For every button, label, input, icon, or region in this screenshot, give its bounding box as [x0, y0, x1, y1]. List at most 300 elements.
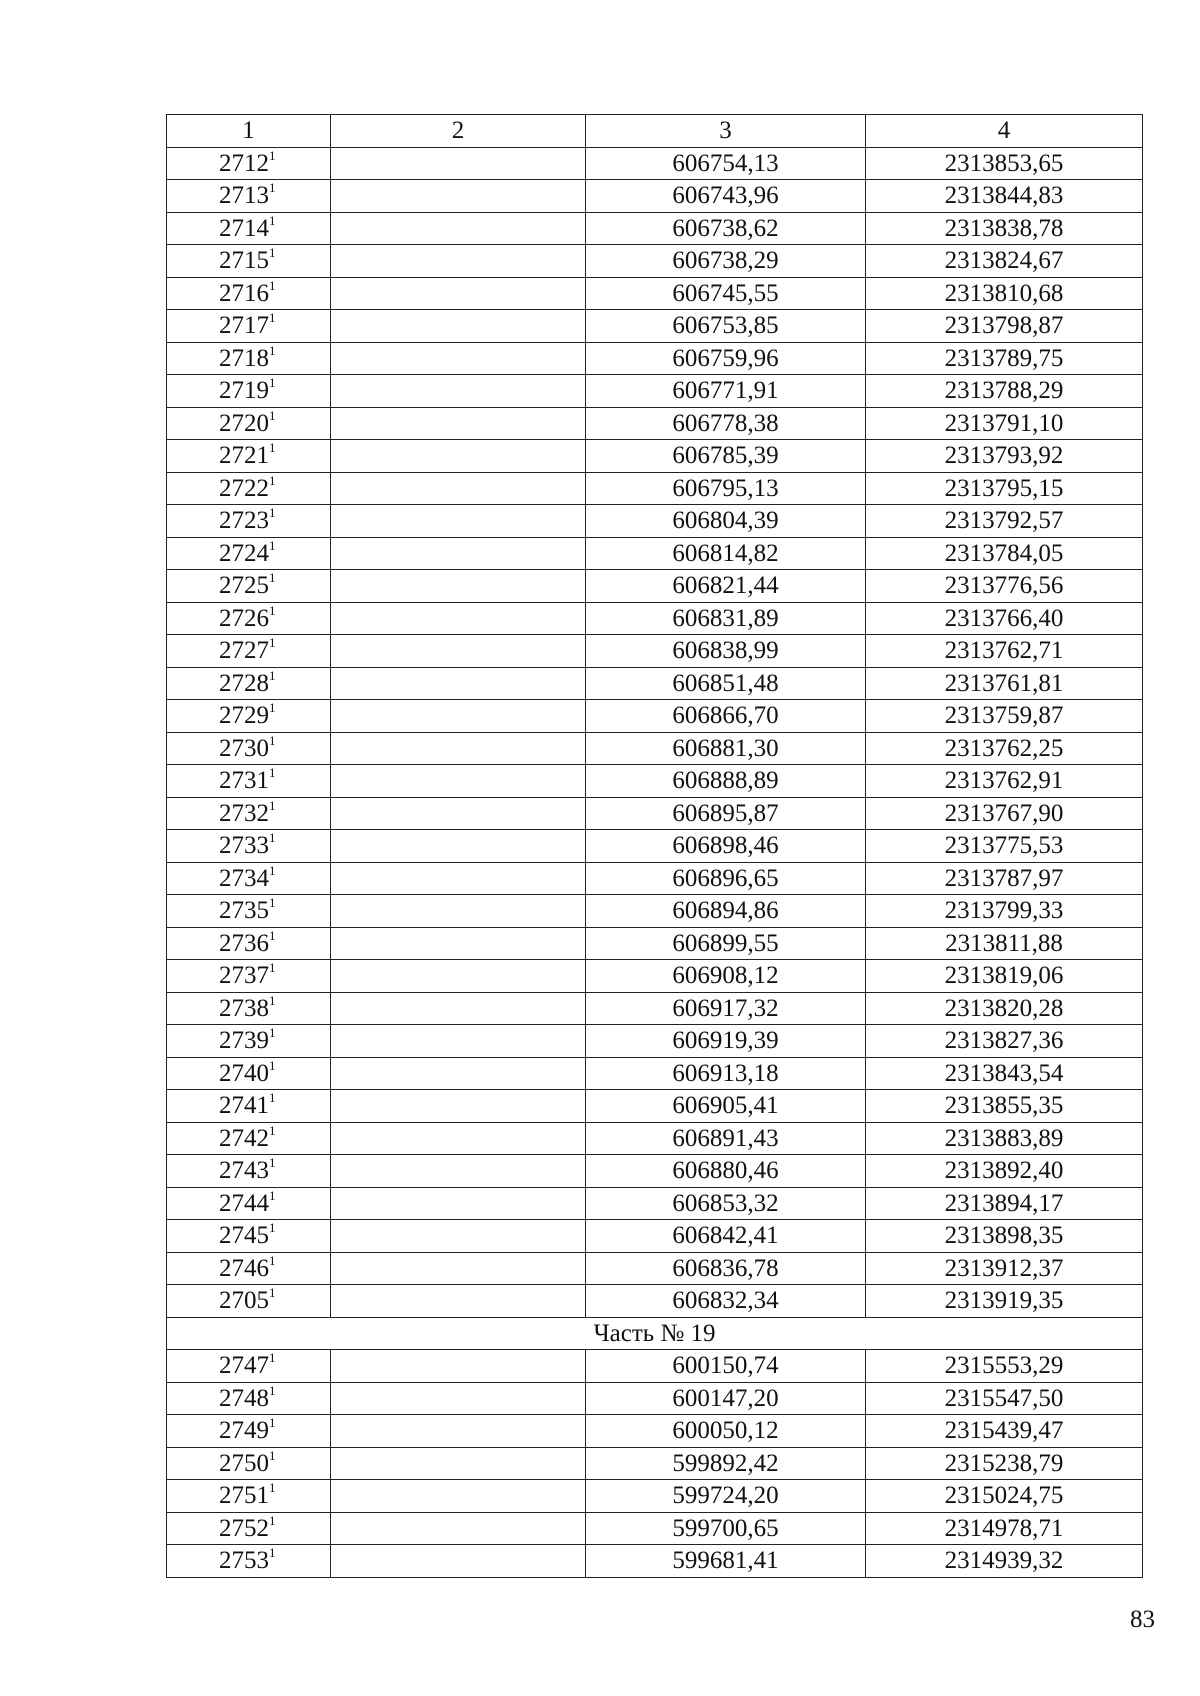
header-cell-4: 4: [866, 115, 1143, 148]
point-number: 2722: [219, 474, 269, 502]
x-coordinate-cell: 606888,89: [586, 765, 866, 798]
column-2-cell: [331, 570, 586, 603]
point-superscript: 1: [269, 407, 276, 423]
column-2-cell: [331, 472, 586, 505]
table-row: [167, 895, 1143, 928]
point-number: 2728: [219, 669, 269, 697]
point-number: 2745: [219, 1222, 269, 1250]
point-number: 2747: [219, 1352, 269, 1380]
point-number: 2715: [219, 247, 269, 275]
table-row: [167, 1187, 1143, 1220]
point-number-cell: [167, 1545, 331, 1578]
point-number: 2725: [219, 572, 269, 600]
table-row: [167, 245, 1143, 278]
page-number: 83: [1130, 1606, 1155, 1633]
point-superscript: 1: [269, 895, 276, 911]
point-superscript: 1: [269, 180, 276, 196]
point-number-cell: [167, 1285, 331, 1318]
table-row: [167, 440, 1143, 473]
column-2-cell: [331, 407, 586, 440]
point-number-cell: [167, 147, 331, 180]
x-coordinate-cell: 606753,85: [586, 310, 866, 343]
point-number: 2750: [219, 1449, 269, 1477]
x-coordinate-cell: 600050,12: [586, 1415, 866, 1448]
point-superscript: 1: [269, 1382, 276, 1398]
point-number-cell: [167, 375, 331, 408]
point-number: 2732: [219, 799, 269, 827]
point-number: 2736: [219, 929, 269, 957]
point-superscript: 1: [269, 505, 276, 521]
column-2-cell: [331, 147, 586, 180]
column-2-cell: [331, 1187, 586, 1220]
y-coordinate-cell: 2313762,91: [866, 765, 1143, 798]
point-superscript: 1: [269, 342, 276, 358]
point-number-cell: [167, 1252, 331, 1285]
column-2-cell: [331, 1155, 586, 1188]
header-cell-1: 1: [167, 115, 331, 148]
point-number-cell: [167, 440, 331, 473]
y-coordinate-cell: 2313761,81: [866, 667, 1143, 700]
table-row: [167, 1057, 1143, 1090]
point-superscript: 1: [269, 1090, 276, 1106]
table-header-row: [167, 115, 1143, 148]
table-row: [167, 797, 1143, 830]
table-row: [167, 342, 1143, 375]
table-row: [167, 277, 1143, 310]
point-number-cell: [167, 537, 331, 570]
y-coordinate-cell: 2313762,25: [866, 732, 1143, 765]
y-coordinate-cell: 2313892,40: [866, 1155, 1143, 1188]
point-number-cell: [167, 1350, 331, 1383]
x-coordinate-cell: 606917,32: [586, 992, 866, 1025]
point-number: 2748: [219, 1384, 269, 1412]
table-row: [167, 1350, 1143, 1383]
column-2-cell: [331, 1025, 586, 1058]
table-row: [167, 700, 1143, 733]
column-2-cell: [331, 245, 586, 278]
x-coordinate-cell: 606842,41: [586, 1220, 866, 1253]
point-number-cell: [167, 1187, 331, 1220]
y-coordinate-cell: 2313838,78: [866, 212, 1143, 245]
point-number: 2739: [219, 1027, 269, 1055]
table-row: [167, 505, 1143, 538]
point-number-cell: [167, 862, 331, 895]
table-row: [167, 212, 1143, 245]
table-row: [167, 1545, 1143, 1578]
column-2-cell: [331, 1220, 586, 1253]
point-number: 2733: [219, 832, 269, 860]
y-coordinate-cell: 2315547,50: [866, 1382, 1143, 1415]
column-2-cell: [331, 1285, 586, 1318]
point-number: 2751: [219, 1482, 269, 1510]
table-row: [167, 147, 1143, 180]
point-superscript: 1: [269, 1252, 276, 1268]
x-coordinate-cell: 606880,46: [586, 1155, 866, 1188]
point-number-cell: [167, 1480, 331, 1513]
table-row: [167, 375, 1143, 408]
point-superscript: 1: [269, 472, 276, 488]
point-number-cell: [167, 310, 331, 343]
x-coordinate-cell: 600147,20: [586, 1382, 866, 1415]
table-row: [167, 472, 1143, 505]
point-superscript: 1: [269, 992, 276, 1008]
point-number: 2717: [219, 312, 269, 340]
point-number: 2741: [219, 1092, 269, 1120]
point-superscript: 1: [269, 1025, 276, 1041]
table-row: [167, 1220, 1143, 1253]
point-number-cell: [167, 1220, 331, 1253]
point-number: 2705: [219, 1287, 269, 1315]
column-2-cell: [331, 1447, 586, 1480]
column-2-cell: [331, 212, 586, 245]
point-number: 2720: [219, 409, 269, 437]
point-number-cell: [167, 700, 331, 733]
coordinates-table: [166, 114, 1143, 1578]
column-2-cell: [331, 1350, 586, 1383]
y-coordinate-cell: 2313811,88: [866, 927, 1143, 960]
y-coordinate-cell: 2313776,56: [866, 570, 1143, 603]
point-number: 2734: [219, 864, 269, 892]
x-coordinate-cell: 606908,12: [586, 960, 866, 993]
x-coordinate-cell: 606795,13: [586, 472, 866, 505]
y-coordinate-cell: 2313789,75: [866, 342, 1143, 375]
table-row: [167, 635, 1143, 668]
point-superscript: 1: [269, 537, 276, 553]
x-coordinate-cell: 606853,32: [586, 1187, 866, 1220]
x-coordinate-cell: 606814,82: [586, 537, 866, 570]
x-coordinate-cell: 606899,55: [586, 927, 866, 960]
table-row: [167, 1415, 1143, 1448]
point-number: 2712: [219, 149, 269, 177]
point-superscript: 1: [269, 830, 276, 846]
table-row: [167, 537, 1143, 570]
point-number-cell: [167, 1025, 331, 1058]
table-row: [167, 1155, 1143, 1188]
column-2-cell: [331, 1415, 586, 1448]
x-coordinate-cell: 606898,46: [586, 830, 866, 863]
point-number: 2724: [219, 539, 269, 567]
y-coordinate-cell: 2313843,54: [866, 1057, 1143, 1090]
table-row: [167, 310, 1143, 343]
column-2-cell: [331, 797, 586, 830]
point-number: 2714: [219, 214, 269, 242]
column-2-cell: [331, 700, 586, 733]
point-number-cell: [167, 1057, 331, 1090]
table-row: [167, 765, 1143, 798]
y-coordinate-cell: 2315553,29: [866, 1350, 1143, 1383]
x-coordinate-cell: 599700,65: [586, 1512, 866, 1545]
point-number-cell: [167, 1447, 331, 1480]
y-coordinate-cell: 2313820,28: [866, 992, 1143, 1025]
point-number-cell: [167, 765, 331, 798]
point-superscript: 1: [269, 310, 276, 326]
point-superscript: 1: [269, 1545, 276, 1561]
point-number: 2744: [219, 1189, 269, 1217]
header-cell-2: 2: [331, 115, 586, 148]
x-coordinate-cell: 606913,18: [586, 1057, 866, 1090]
x-coordinate-cell: 606894,86: [586, 895, 866, 928]
column-2-cell: [331, 960, 586, 993]
y-coordinate-cell: 2313762,71: [866, 635, 1143, 668]
table-row: [167, 1025, 1143, 1058]
point-superscript: 1: [269, 1220, 276, 1236]
point-number-cell: [167, 342, 331, 375]
y-coordinate-cell: 2314939,32: [866, 1545, 1143, 1578]
y-coordinate-cell: 2313810,68: [866, 277, 1143, 310]
point-superscript: 1: [269, 570, 276, 586]
point-number-cell: [167, 602, 331, 635]
y-coordinate-cell: 2313894,17: [866, 1187, 1143, 1220]
y-coordinate-cell: 2313784,05: [866, 537, 1143, 570]
point-superscript: 1: [269, 1512, 276, 1528]
point-superscript: 1: [269, 277, 276, 293]
point-superscript: 1: [269, 602, 276, 618]
column-2-cell: [331, 1545, 586, 1578]
point-superscript: 1: [269, 765, 276, 781]
x-coordinate-cell: 606838,99: [586, 635, 866, 668]
table-row: [167, 960, 1143, 993]
point-superscript: 1: [269, 212, 276, 228]
y-coordinate-cell: 2313844,83: [866, 180, 1143, 213]
point-number-cell: [167, 667, 331, 700]
point-number: 2742: [219, 1124, 269, 1152]
table-row: [167, 830, 1143, 863]
y-coordinate-cell: 2313919,35: [866, 1285, 1143, 1318]
y-coordinate-cell: 2313883,89: [866, 1122, 1143, 1155]
point-number-cell: [167, 505, 331, 538]
point-superscript: 1: [269, 862, 276, 878]
point-number-cell: [167, 1415, 331, 1448]
x-coordinate-cell: 606896,65: [586, 862, 866, 895]
point-number-cell: [167, 212, 331, 245]
point-number: 2723: [219, 507, 269, 535]
x-coordinate-cell: 606832,34: [586, 1285, 866, 1318]
table-row: [167, 1447, 1143, 1480]
point-number-cell: [167, 797, 331, 830]
point-number-cell: [167, 732, 331, 765]
x-coordinate-cell: 606759,96: [586, 342, 866, 375]
column-2-cell: [331, 895, 586, 928]
x-coordinate-cell: 606866,70: [586, 700, 866, 733]
point-number-cell: [167, 180, 331, 213]
y-coordinate-cell: 2313792,57: [866, 505, 1143, 538]
column-2-cell: [331, 1480, 586, 1513]
y-coordinate-cell: 2313798,87: [866, 310, 1143, 343]
point-number-cell: [167, 927, 331, 960]
point-number: 2753: [219, 1547, 269, 1575]
x-coordinate-cell: 606831,89: [586, 602, 866, 635]
y-coordinate-cell: 2313793,92: [866, 440, 1143, 473]
x-coordinate-cell: 606895,87: [586, 797, 866, 830]
point-superscript: 1: [269, 732, 276, 748]
column-2-cell: [331, 992, 586, 1025]
y-coordinate-cell: 2313853,65: [866, 147, 1143, 180]
y-coordinate-cell: 2313766,40: [866, 602, 1143, 635]
point-number-cell: [167, 245, 331, 278]
point-superscript: 1: [269, 927, 276, 943]
y-coordinate-cell: 2313795,15: [866, 472, 1143, 505]
point-number: 2716: [219, 279, 269, 307]
column-2-cell: [331, 830, 586, 863]
x-coordinate-cell: 606738,62: [586, 212, 866, 245]
point-number: 2737: [219, 962, 269, 990]
point-number: 2713: [219, 182, 269, 210]
point-number-cell: [167, 1122, 331, 1155]
point-number: 2727: [219, 637, 269, 665]
point-superscript: 1: [269, 700, 276, 716]
column-2-cell: [331, 342, 586, 375]
point-superscript: 1: [269, 635, 276, 651]
x-coordinate-cell: 599724,20: [586, 1480, 866, 1513]
point-number-cell: [167, 1155, 331, 1188]
point-number-cell: [167, 570, 331, 603]
point-number-cell: [167, 1382, 331, 1415]
point-number: 2752: [219, 1514, 269, 1542]
point-superscript: 1: [269, 1350, 276, 1366]
y-coordinate-cell: 2313824,67: [866, 245, 1143, 278]
column-2-cell: [331, 1252, 586, 1285]
x-coordinate-cell: 599892,42: [586, 1447, 866, 1480]
column-2-cell: [331, 505, 586, 538]
column-2-cell: [331, 862, 586, 895]
x-coordinate-cell: 606821,44: [586, 570, 866, 603]
point-superscript: 1: [269, 375, 276, 391]
point-superscript: 1: [269, 1447, 276, 1463]
table-row: [167, 570, 1143, 603]
point-number: 2749: [219, 1417, 269, 1445]
table-row: [167, 1122, 1143, 1155]
column-2-cell: [331, 667, 586, 700]
y-coordinate-cell: 2313799,33: [866, 895, 1143, 928]
x-coordinate-cell: 606778,38: [586, 407, 866, 440]
point-number: 2730: [219, 734, 269, 762]
table-row: [167, 1252, 1143, 1285]
column-2-cell: [331, 927, 586, 960]
point-superscript: 1: [269, 245, 276, 261]
point-number-cell: [167, 895, 331, 928]
point-number: 2738: [219, 994, 269, 1022]
column-2-cell: [331, 1122, 586, 1155]
column-2-cell: [331, 1090, 586, 1123]
column-2-cell: [331, 440, 586, 473]
point-number: 2743: [219, 1157, 269, 1185]
y-coordinate-cell: 2314978,71: [866, 1512, 1143, 1545]
y-coordinate-cell: 2313791,10: [866, 407, 1143, 440]
point-number-cell: [167, 407, 331, 440]
x-coordinate-cell: 606851,48: [586, 667, 866, 700]
x-coordinate-cell: 599681,41: [586, 1545, 866, 1578]
x-coordinate-cell: 606836,78: [586, 1252, 866, 1285]
table-row: [167, 1480, 1143, 1513]
column-2-cell: [331, 1382, 586, 1415]
point-number-cell: [167, 277, 331, 310]
point-number-cell: [167, 1090, 331, 1123]
y-coordinate-cell: 2313912,37: [866, 1252, 1143, 1285]
x-coordinate-cell: 606919,39: [586, 1025, 866, 1058]
y-coordinate-cell: 2313759,87: [866, 700, 1143, 733]
column-2-cell: [331, 277, 586, 310]
table-row: [167, 180, 1143, 213]
table-row: [167, 927, 1143, 960]
table-row: [167, 407, 1143, 440]
table-row: [167, 862, 1143, 895]
table-row: [167, 1382, 1143, 1415]
x-coordinate-cell: 606743,96: [586, 180, 866, 213]
point-superscript: 1: [269, 1155, 276, 1171]
column-2-cell: [331, 732, 586, 765]
column-2-cell: [331, 537, 586, 570]
point-superscript: 1: [269, 1187, 276, 1203]
point-number: 2721: [219, 442, 269, 470]
y-coordinate-cell: 2313767,90: [866, 797, 1143, 830]
column-2-cell: [331, 1512, 586, 1545]
x-coordinate-cell: 600150,74: [586, 1350, 866, 1383]
point-number-cell: [167, 960, 331, 993]
point-number-cell: [167, 472, 331, 505]
x-coordinate-cell: 606754,13: [586, 147, 866, 180]
y-coordinate-cell: 2315024,75: [866, 1480, 1143, 1513]
column-2-cell: [331, 1057, 586, 1090]
point-number-cell: [167, 1512, 331, 1545]
point-number: 2731: [219, 767, 269, 795]
column-2-cell: [331, 375, 586, 408]
point-number: 2735: [219, 897, 269, 925]
point-number: 2726: [219, 604, 269, 632]
point-superscript: 1: [269, 1415, 276, 1431]
y-coordinate-cell: 2315439,47: [866, 1415, 1143, 1448]
x-coordinate-cell: 606771,91: [586, 375, 866, 408]
x-coordinate-cell: 606804,39: [586, 505, 866, 538]
x-coordinate-cell: 606745,55: [586, 277, 866, 310]
table-row: [167, 1512, 1143, 1545]
point-number-cell: [167, 992, 331, 1025]
point-number-cell: [167, 830, 331, 863]
y-coordinate-cell: 2313775,53: [866, 830, 1143, 863]
section-title: Часть № 19: [167, 1317, 1143, 1350]
column-2-cell: [331, 602, 586, 635]
y-coordinate-cell: 2313827,36: [866, 1025, 1143, 1058]
point-number: 2740: [219, 1059, 269, 1087]
x-coordinate-cell: 606785,39: [586, 440, 866, 473]
point-number: 2718: [219, 344, 269, 372]
y-coordinate-cell: 2313787,97: [866, 862, 1143, 895]
table-row: [167, 992, 1143, 1025]
point-superscript: 1: [269, 1285, 276, 1301]
point-superscript: 1: [269, 667, 276, 683]
point-superscript: 1: [269, 1480, 276, 1496]
table-row: [167, 732, 1143, 765]
column-2-cell: [331, 310, 586, 343]
point-superscript: 1: [269, 960, 276, 976]
x-coordinate-cell: 606891,43: [586, 1122, 866, 1155]
point-superscript: 1: [269, 1122, 276, 1138]
y-coordinate-cell: 2313855,35: [866, 1090, 1143, 1123]
y-coordinate-cell: 2313819,06: [866, 960, 1143, 993]
point-number: 2729: [219, 702, 269, 730]
header-cell-3: 3: [586, 115, 866, 148]
table-row: [167, 1090, 1143, 1123]
column-2-cell: [331, 635, 586, 668]
point-number: 2746: [219, 1254, 269, 1282]
x-coordinate-cell: 606738,29: [586, 245, 866, 278]
point-number: 2719: [219, 377, 269, 405]
point-number-cell: [167, 635, 331, 668]
point-superscript: 1: [269, 440, 276, 456]
x-coordinate-cell: 606881,30: [586, 732, 866, 765]
table-row: [167, 667, 1143, 700]
table-row: [167, 602, 1143, 635]
section-row: [167, 1317, 1143, 1350]
